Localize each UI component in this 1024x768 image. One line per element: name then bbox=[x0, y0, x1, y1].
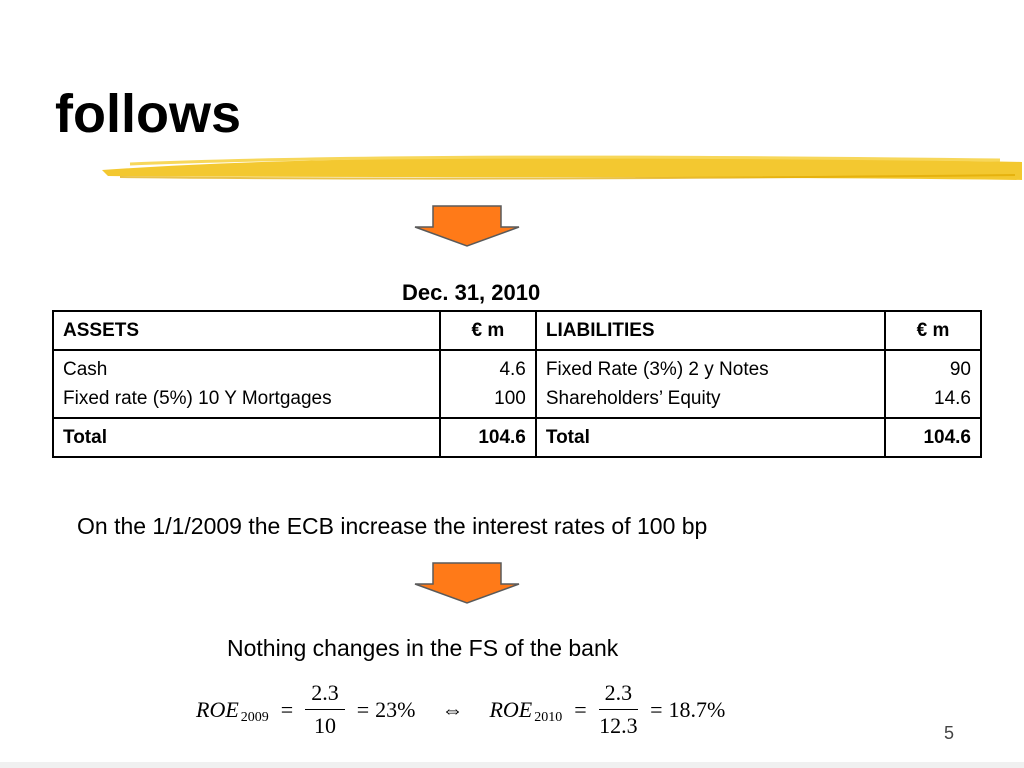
roe-2009-sub: 2009 bbox=[240, 709, 269, 725]
asset-label: Cash bbox=[63, 359, 108, 380]
balance-sheet-table bbox=[52, 310, 982, 458]
liabilities-unit-header: € m bbox=[885, 311, 981, 350]
asset-value: 100 bbox=[494, 388, 526, 409]
page-number: 5 bbox=[944, 723, 955, 743]
liabilities-total-value: 104.6 bbox=[885, 418, 981, 457]
liabilities-labels-cell bbox=[536, 350, 885, 418]
equivalence-icon: ⇔ bbox=[441, 696, 464, 722]
roe-2010-sub: 2010 bbox=[534, 709, 563, 725]
down-arrow-icon bbox=[413, 562, 521, 604]
roe-2010-denominator: 12.3 bbox=[599, 713, 638, 738]
asset-value: 4.6 bbox=[499, 359, 526, 380]
bottom-bar bbox=[0, 762, 1024, 768]
roe-2009-result: 23% bbox=[375, 696, 416, 722]
rate-increase-text: On the 1/1/2009 the ECB increase the interest rates of 100 bp bbox=[77, 513, 708, 539]
equals-sign: = bbox=[650, 696, 663, 722]
no-change-text: Nothing changes in the FS of the bank bbox=[227, 635, 619, 661]
asset-label: Fixed rate (5%) 10 Y Mortgages bbox=[63, 388, 332, 409]
assets-labels-cell bbox=[53, 350, 440, 418]
roe-2009-numerator: 2.3 bbox=[305, 680, 345, 710]
table-total-row bbox=[53, 418, 981, 457]
liabilities-header: LIABILITIES bbox=[536, 311, 885, 350]
equals-sign: = bbox=[356, 696, 370, 722]
assets-header: ASSETS bbox=[53, 311, 440, 350]
roe-2010-var: ROE bbox=[489, 696, 533, 722]
assets-unit-header: € m bbox=[440, 311, 536, 350]
liabilities-values-cell bbox=[885, 350, 981, 418]
slide-title: follows bbox=[55, 84, 241, 144]
roe-2009-denominator: 10 bbox=[313, 713, 336, 738]
liabilities-total-label: Total bbox=[536, 418, 885, 457]
roe-2010-fraction bbox=[599, 680, 639, 739]
roe-2009-var: ROE bbox=[196, 696, 239, 722]
assets-total-label: Total bbox=[53, 418, 440, 457]
equals-sign: = bbox=[280, 696, 294, 722]
liability-label: Fixed Rate (3%) 2 y Notes bbox=[545, 359, 769, 380]
balance-sheet-date: Dec. 31, 2010 bbox=[402, 280, 541, 305]
assets-total-value: 104.6 bbox=[440, 418, 536, 457]
roe-2010-result: 18.7% bbox=[668, 696, 726, 722]
liability-value: 14.6 bbox=[934, 388, 971, 409]
roe-2009-fraction bbox=[305, 680, 345, 739]
roe-2010-numerator: 2.3 bbox=[599, 680, 639, 710]
yellow-brush-underline bbox=[100, 150, 1024, 190]
equals-sign: = bbox=[574, 696, 587, 722]
table-body-row bbox=[53, 350, 981, 418]
down-arrow-icon bbox=[413, 205, 521, 247]
assets-values-cell bbox=[440, 350, 536, 418]
liability-label: Shareholders’ Equity bbox=[545, 388, 721, 409]
roe-formula bbox=[196, 680, 725, 739]
liability-value: 90 bbox=[949, 359, 971, 380]
table-header-row bbox=[53, 311, 981, 350]
